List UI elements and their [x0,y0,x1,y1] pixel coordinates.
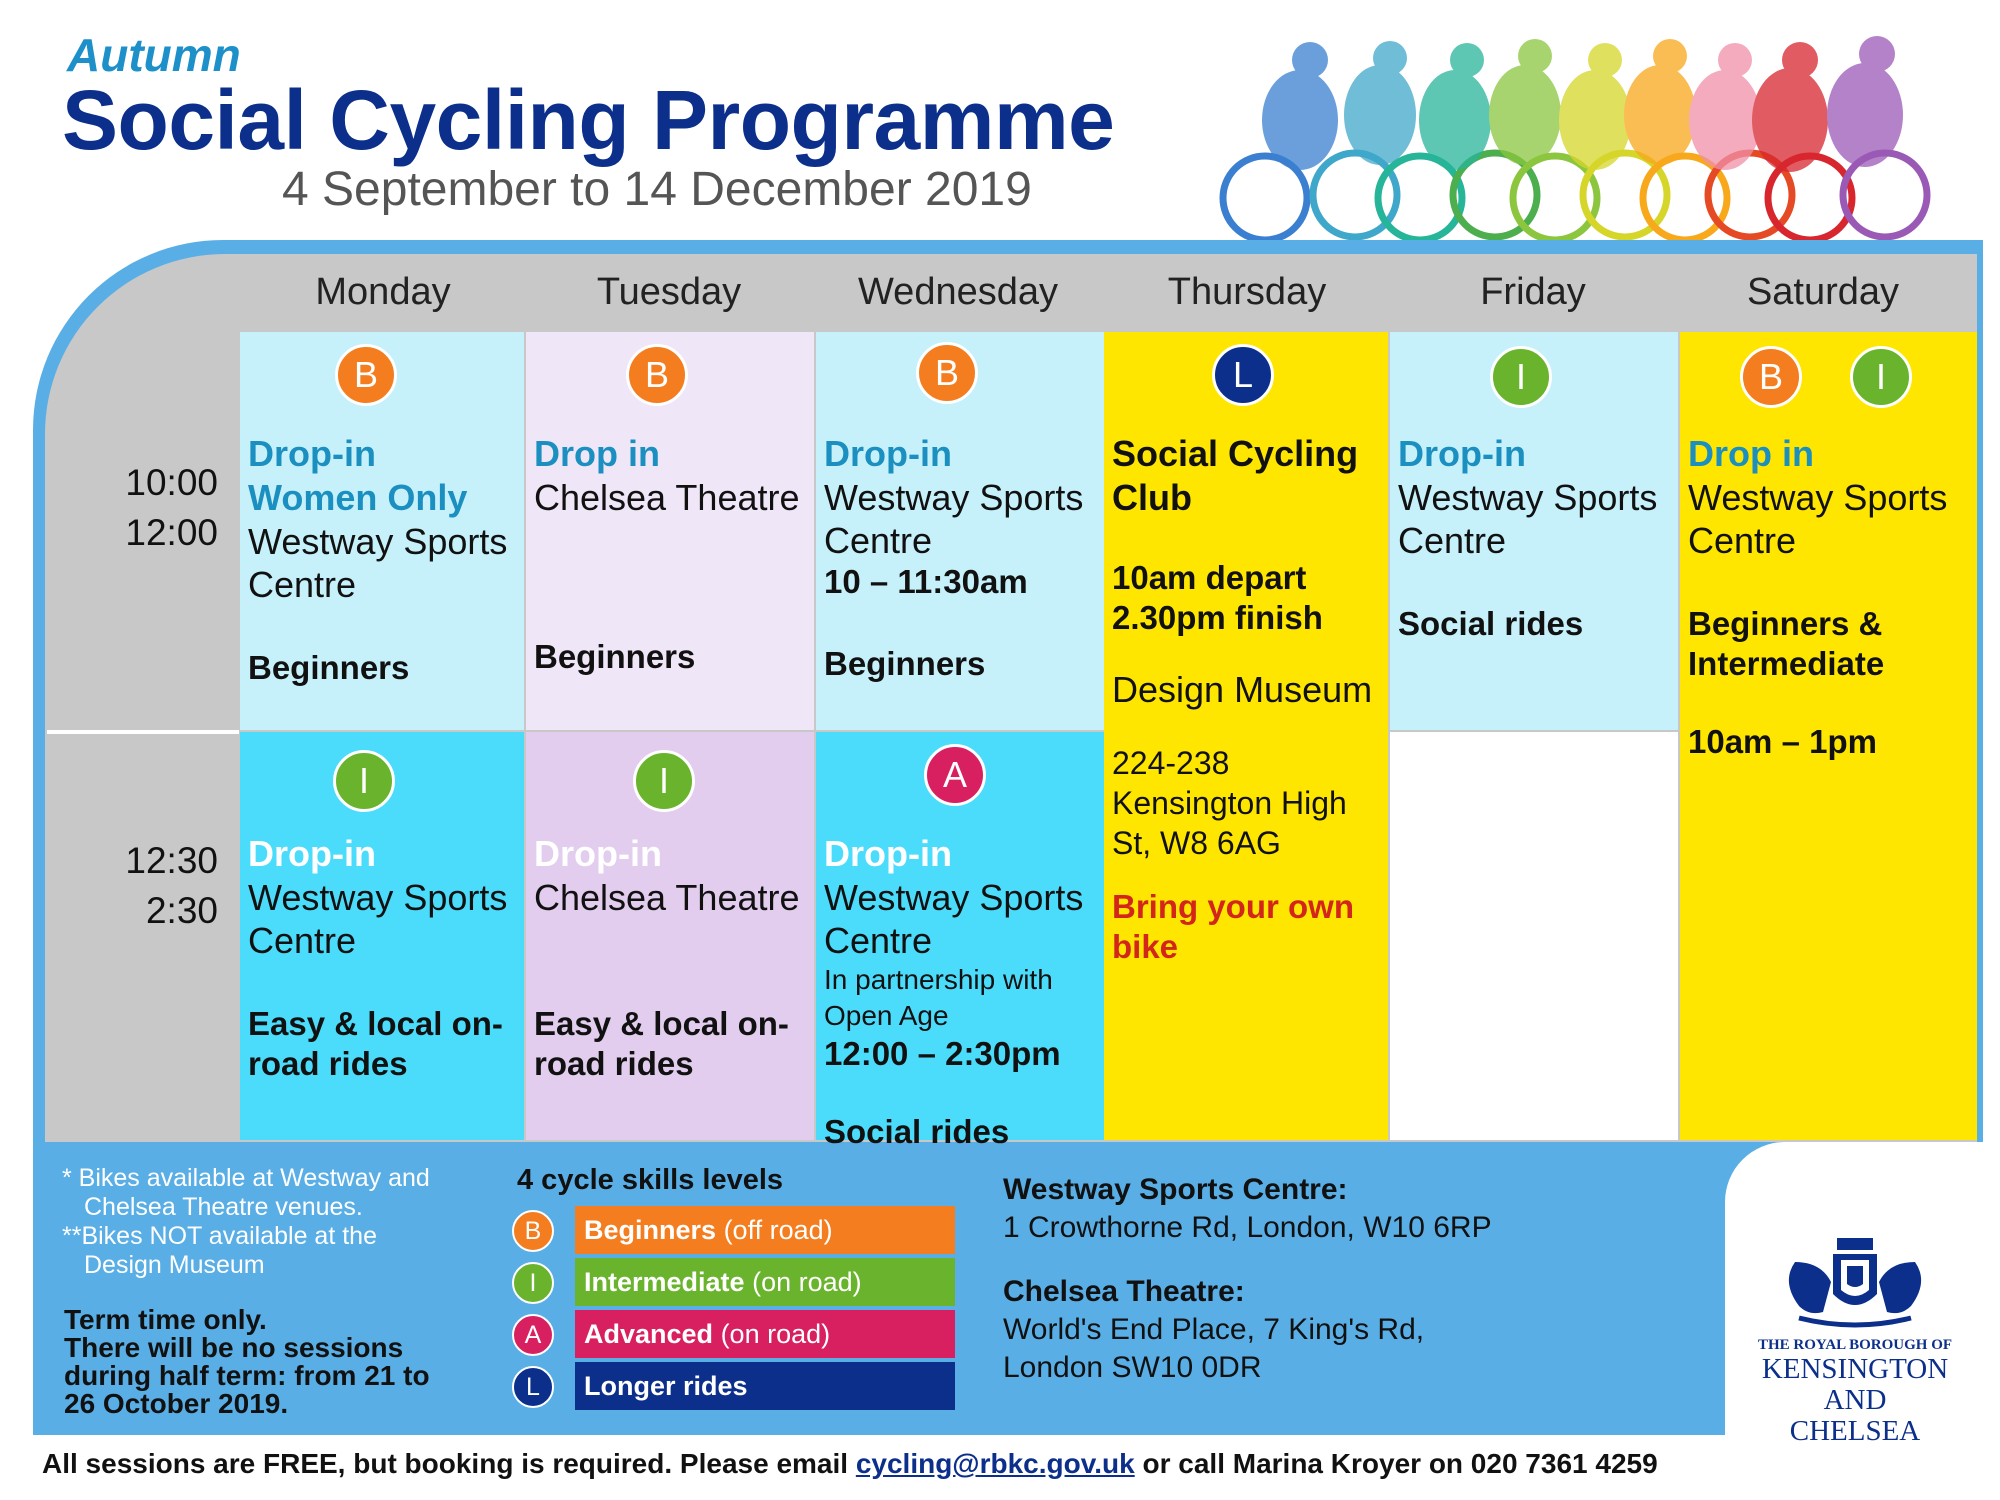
rider [1689,70,1761,170]
legend-bar-beginners [575,1206,955,1254]
session-saturday [1680,332,1977,1140]
levels-title: 4 cycle skills levels [517,1164,784,1196]
session-wednesday-morning [816,332,1104,730]
note-line-1: * Bikes available at Westway and [62,1164,430,1192]
level-badge-beginners: B [335,344,397,406]
day-header-wednesday: Wednesday [858,271,1058,313]
session-level: Social rides [1398,605,1584,642]
legend-name: Beginners [584,1215,717,1245]
finish-time: 2.30pm finish [1112,599,1323,636]
session-tuesday-morning [526,332,814,730]
row-divider [47,730,239,734]
venue-line-1: Westway Sports [248,521,508,562]
legend-bar-longer [575,1362,955,1410]
legend-bar-intermediate [575,1258,955,1306]
email-link[interactable]: cycling@rbkc.gov.uk [855,1448,1135,1479]
level-badge-beginners: B [916,342,978,404]
session-subtype: Club [1112,477,1192,518]
rider-head [1588,43,1622,77]
session-level-line-2: road rides [248,1045,408,1082]
legend-badge-intermediate: I [512,1262,554,1304]
rider-head [1653,39,1687,73]
venue-line-2: Centre [824,520,933,561]
venue-line-1: Chelsea Theatre [534,477,800,518]
level-badge-advanced: A [924,744,986,806]
venue-line-1: Chelsea Theatre [534,877,800,918]
session-level-line-1: Easy & local on- [534,1005,789,1042]
time-morning-end: 12:00 [125,512,218,553]
session-level-line-1: Easy & local on- [248,1005,503,1042]
booking-text-1: All sessions are FREE, but booking is required. Please email [42,1448,849,1479]
logo-line-1: THE ROYAL BOROUGH OF [1757,1337,1953,1353]
venue-line-1: Westway Sports [824,877,1084,918]
session-type: Drop in [534,433,660,474]
rider-head [1518,39,1552,73]
session-level: Beginners [534,638,696,675]
westway-address: 1 Crowthorne Rd, London, W10 6RP [1003,1211,1492,1244]
time-afternoon [48,836,218,936]
session-friday-afternoon-empty [1390,732,1678,1140]
term-line-1: Term time only. [64,1304,267,1335]
venue-line-2: Centre [248,564,357,605]
note-line-4: Design Museum [84,1251,265,1279]
rider-head [1859,36,1895,72]
chelsea-address-line-2: London SW10 0DR [1003,1351,1262,1384]
legend-name: Longer rides [584,1371,748,1401]
rider [1827,63,1903,167]
session-monday-morning [240,332,524,730]
day-header-monday: Monday [315,271,451,313]
session-level-line-2: road rides [534,1045,694,1082]
rider [1624,65,1696,165]
rider-head [1450,43,1484,77]
level-badge-intermediate: I [633,750,695,812]
rider-head [1718,43,1752,77]
legend-detail: (on road) [720,1319,831,1349]
address-line-3: St, W8 6AG [1112,825,1281,861]
rider [1262,70,1338,170]
level-badge-beginners: B [626,344,688,406]
session-type: Drop-in [248,833,376,874]
cyclists-illustration [1205,20,1975,245]
session-type: Drop-in [824,433,952,474]
venue-line-2: Centre [824,920,933,961]
day-header-saturday: Saturday [1746,271,1900,313]
season-label: Autumn [67,29,241,81]
day-header-friday: Friday [1480,271,1586,313]
venue-line-1: Westway Sports [824,477,1084,518]
level-badge-intermediate: I [1850,346,1912,408]
crest-icon [1755,1232,1955,1332]
session-level: Beginners [824,645,986,682]
legend-detail: (off road) [723,1215,833,1245]
chelsea-address-line-1: World's End Place, 7 King's Rd, [1003,1313,1425,1346]
page-title: Social Cycling Programme [62,73,1115,167]
rider [1752,68,1828,172]
level-badge-longer: L [1212,344,1274,406]
venue-line-2: Centre [1398,520,1507,561]
legend-detail: (on road) [752,1267,862,1297]
bike-note-line-2: bike [1112,928,1179,965]
rider [1344,65,1416,165]
session-wednesday-afternoon [816,732,1104,1150]
depart-time: 10am depart [1112,559,1307,596]
level-badge-beginners: B [1740,346,1802,408]
booking-text-2: or call Marina Kroyer on 020 7361 4259 [1142,1448,1658,1479]
session-level: Beginners [248,649,410,686]
wheel [1843,153,1927,237]
logo-line-3: AND CHELSEA [1789,1384,1921,1447]
legend-name: Advanced [584,1319,714,1349]
note-line-3: **Bikes NOT available at the [62,1222,377,1250]
session-subtype: Women Only [248,477,468,518]
partner-line-2: Open Age [824,1000,949,1031]
venue-line-2: Centre [1688,520,1797,561]
date-range: 4 September to 14 December 2019 [282,163,1032,216]
legend-badge-longer: L [512,1366,554,1408]
term-time-note [64,1306,484,1418]
booking-info [42,1448,1658,1480]
venue-line-2: Centre [248,920,357,961]
time-morning-start: 10:00 [125,462,218,503]
logo-line-2: KENSINGTON [1761,1353,1949,1385]
legend-badge-beginners: B [512,1210,554,1252]
legend-bar-advanced [575,1310,955,1358]
session-monday-afternoon [240,732,524,1140]
session-thursday [1104,332,1388,1140]
term-line-4: 26 October 2019. [64,1388,289,1419]
day-header-tuesday: Tuesday [596,271,742,313]
session-time: 10am – 1pm [1688,723,1877,760]
time-afternoon-start: 12:30 [125,840,218,881]
rider-head [1782,42,1818,78]
venue-addresses [1003,1171,1603,1387]
bike-note-line-1: Bring your own [1112,888,1354,925]
partner-line-1: In partnership with [824,964,1053,995]
rider [1559,70,1631,170]
westway-title: Westway Sports Centre: [1003,1173,1348,1206]
time-morning [48,458,218,558]
note-line-2: Chelsea Theatre venues. [84,1193,363,1221]
bike-availability-note [62,1164,482,1280]
venue-line-1: Westway Sports [1398,477,1658,518]
session-type: Drop-in [534,833,662,874]
session-level-line-2: Intermediate [1688,645,1885,682]
session-type: Drop-in [248,433,376,474]
venue: Design Museum [1112,669,1373,710]
session-level-line-1: Beginners & [1688,605,1883,642]
rider-head [1373,41,1407,75]
session-type: Drop-in [1398,433,1526,474]
session-type: Social Cycling [1112,433,1359,474]
rider [1419,70,1491,170]
venue-line-1: Westway Sports [248,877,508,918]
session-type: Drop-in [824,833,952,874]
venue-line-1: Westway Sports [1688,477,1948,518]
rider-head [1292,42,1328,78]
level-badge-intermediate: I [333,750,395,812]
day-header-thursday: Thursday [1167,271,1327,313]
term-line-2: There will be no sessions [64,1332,404,1363]
session-time: 12:00 – 2:30pm [824,1035,1061,1072]
address-line-2: Kensington High [1112,785,1347,821]
address-line-1: 224-238 [1112,745,1230,781]
session-type: Drop in [1688,433,1814,474]
chelsea-title: Chelsea Theatre: [1003,1275,1245,1308]
session-level: Social rides [824,1113,1010,1150]
level-badge-intermediate: I [1490,346,1552,408]
time-afternoon-end: 2:30 [145,890,218,931]
session-time: 10 – 11:30am [824,563,1028,600]
legend-name: Intermediate [584,1267,745,1297]
rider [1489,65,1561,165]
rbkc-logo [1755,1232,1955,1447]
term-line-3: during half term: from 21 to [64,1360,430,1391]
session-tuesday-afternoon [526,732,814,1140]
session-friday-morning [1390,332,1678,730]
legend-badge-advanced: A [512,1314,554,1356]
